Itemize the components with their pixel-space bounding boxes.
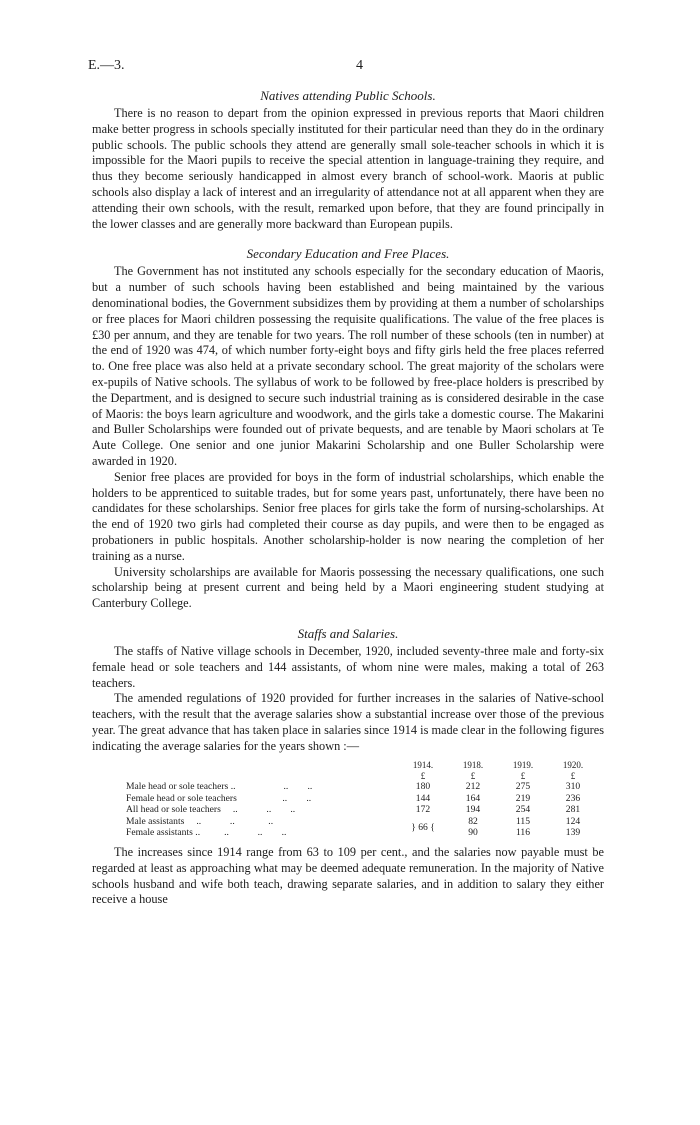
unit-label: £ [470, 770, 476, 781]
year-header: 1919. [512, 760, 534, 771]
table-cell: 172 [415, 804, 431, 816]
section-heading: Staffs and Salaries. [297, 625, 399, 641]
section-heading: Secondary Education and Free Places. [246, 246, 450, 262]
unit-label: £ [520, 770, 526, 781]
table-cell: 82 [468, 815, 478, 827]
paragraph: The increases since 1914 range from 63 to 109 per cent., and the salaries now payable must be regarded at least as approaching what may be deemed adequate remuneration. In the majority of Native schools husband and wife both teach, drawing separate salaries, and in addition to salary they either receive a house [92, 844, 604, 907]
table-cell: 115 [515, 815, 531, 827]
table-row: All head or sole teachers .. .. .. 172 194 254 281 [126, 804, 598, 816]
paragraph: Senior free places are provided for boys in the form of industrial scholarships, which enable the holders to be apprenticed to suitable trades, but for some years past, unfortunately, there have been no candidates for these scholarships. Senior free places for girls take the form of nursing-scholarships. At the end of 1920 two girls had completed their course as day pupils, and were then to be engaged as probationers in public hospitals. Another scholarship-holder is now nearing the completion of her training as a nurse. [92, 469, 604, 563]
salary-table [126, 760, 598, 839]
year-header: 1914. [412, 760, 434, 771]
table-cell: 254 [515, 804, 531, 816]
row-label: Female head or sole teachers [126, 792, 237, 804]
table-cell: 180 [415, 781, 431, 793]
table-unit-row [126, 771, 598, 782]
table-cell: 139 [565, 827, 581, 839]
table-cell: 281 [565, 804, 581, 816]
table-row: Female head or sole teachers .. .. 144 164 219 236 [126, 793, 598, 805]
page-header [88, 58, 608, 78]
table-cell: 194 [465, 804, 481, 816]
page-number: 4 [356, 58, 363, 73]
section-heading: Natives attending Public Schools. [260, 88, 436, 103]
row-label: Male head or sole teachers [126, 781, 229, 793]
year-header: 1918. [462, 760, 484, 771]
year-header: 1920. [562, 760, 584, 771]
document-reference: E.—3. [88, 58, 125, 73]
paragraph: University scholarships are available for Maoris possessing the necessary qualifications, one such scholarship being at present current and being held by a Maori engineering student studying at Canterbury College. [92, 564, 604, 611]
table-row: Male head or sole teachers .. .. .. 180 212 275 310 [126, 781, 598, 793]
paragraph: The staffs of Native village schools in December, 1920, included seventy-three male and forty-six female head or sole teachers and 144 assistants, of whom nine were males, making a total of 263 teachers. [92, 643, 604, 690]
page-body [92, 87, 604, 908]
table-row: Female assistants .. .. .. .. 90 116 139 [126, 827, 598, 839]
unit-label: £ [420, 770, 426, 781]
table-cell: 124 [565, 815, 581, 827]
table-cell: 116 [515, 827, 531, 839]
table-cell: 236 [565, 792, 581, 804]
row-label: All head or sole teachers [126, 804, 221, 816]
table-cell: 144 [415, 792, 431, 804]
row-label: Female assistants [126, 827, 193, 839]
paragraph: The amended regulations of 1920 provided for further increases in the salaries of Native-school teachers, with the result that the average salaries show a substantial increase over those of the previous year. The great advance that has taken place in salaries since 1914 is made clear in the following figures indicating the average salaries for the years shown :— [92, 691, 604, 753]
table-row: Male assistants .. .. .. } 66 { 82 115 124 [126, 816, 598, 828]
table-cell: 90 [468, 827, 478, 839]
unit-label: £ [570, 770, 576, 781]
table-cell: 310 [565, 781, 581, 793]
table-cell: 66 [418, 821, 428, 833]
table-cell: 219 [515, 792, 531, 804]
row-label: Male assistants [126, 815, 185, 827]
table-cell: 212 [465, 781, 481, 793]
table-cell: 164 [465, 792, 481, 804]
paragraph: The Government has not instituted any schools especially for the secondary education of Maoris, but a number of such schools having been established and being maintained by the various denominational bodies, the Government subsidizes them by providing at them a number of scholarships or free places for Maori children possessing the requisite qualifications. The value of the free places is £30 per annum, and they are tenable for two years. The roll number of these schools (ten in number) at the end of 1920 was 474, of which number forty-eight boys and fifty girls held the free places referred to. One free place was also held at a private secondary school. The great majority of the scholars were ex-pupils of Native schools. The syllabus of work to be followed by free-place holders is prescribed by the Department, and is designed to secure such industrial training as is considered desirable in the case of Maoris: the boys learn agriculture and woodwork, and the girls take a domestic course. The Makarini and Buller Scholarships were founded out of private bequests, and are tenable by Maori scholars at Te Aute College. One senior and one junior Makarini Scholarship and one Buller Scholarship were awarded in 1920. [92, 264, 604, 468]
table-cell-merged: } 66 { [411, 821, 435, 833]
table-cell: 275 [515, 781, 531, 793]
paragraph: There is no reason to depart from the opinion expressed in previous reports that Maori children make better progress in schools specially instituted for their particular need than they do in the ordinary public schools. The public schools they attend are generally small sole-teacher schools in which it is impossible for the Maori pupils to receive the special attention in language-training they require, and thus they become seriously handicapped in almost every branch of school-work. Maoris at public schools also display a lack of interest and an irregularity of attendance not at all apparent when they are attending their own schools, with the result, remarked upon before, that they are found principally in the lower classes and are generally more backward than European pupils. [92, 106, 604, 231]
table-header-row [126, 760, 598, 771]
